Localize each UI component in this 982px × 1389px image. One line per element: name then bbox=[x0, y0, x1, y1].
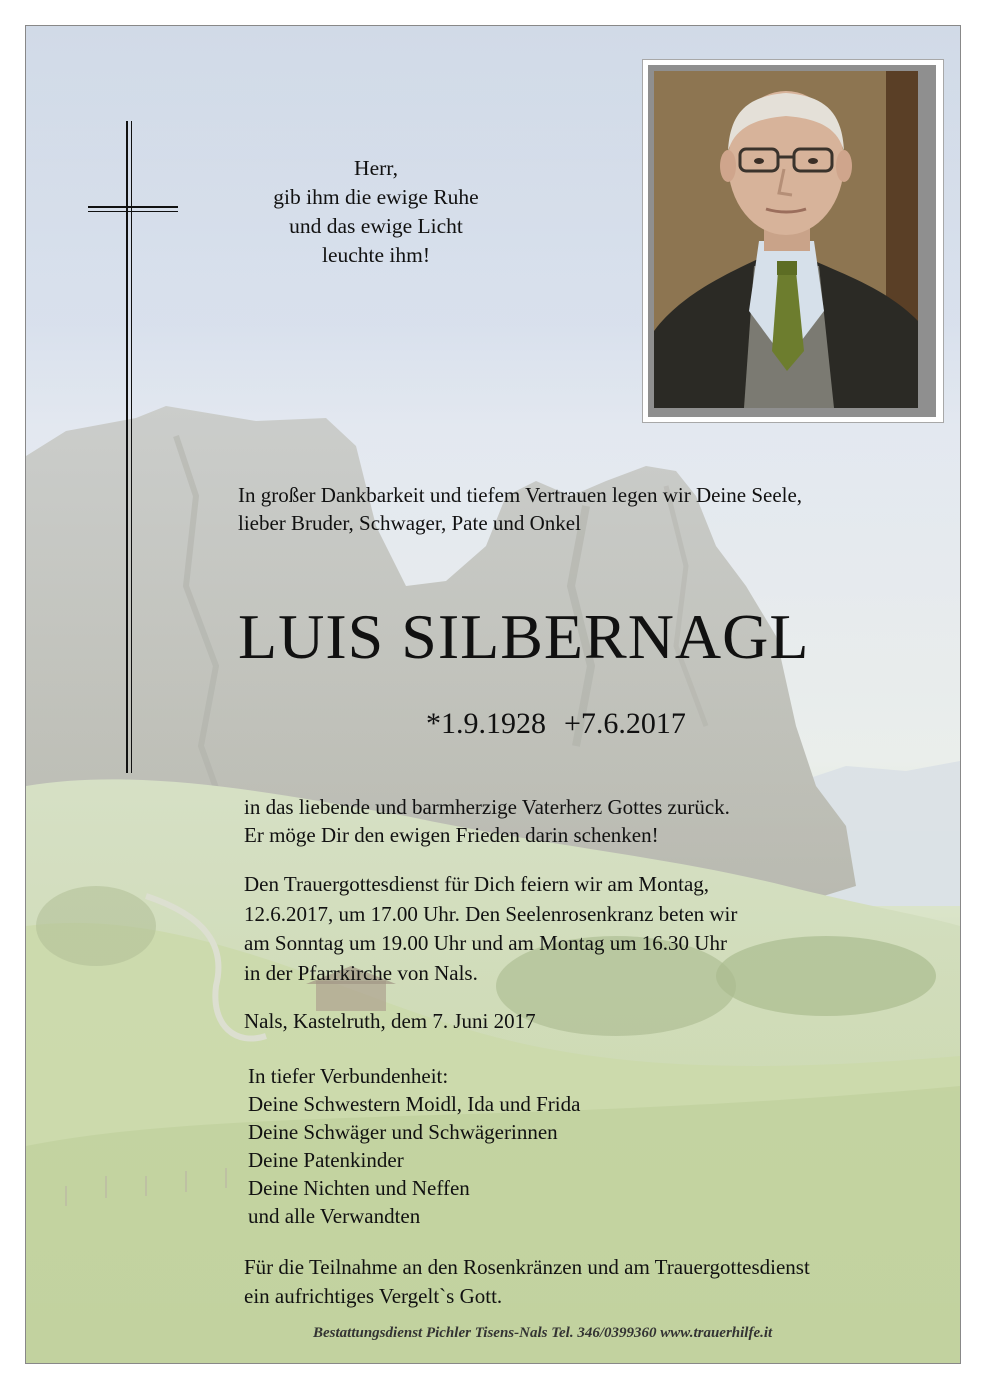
verse-line: Herr, bbox=[354, 156, 398, 180]
funeral-service-footer: Bestattungsdienst Pichler Tisens-Nals Tel. 346/0399360 www.trauerhilfe.it bbox=[313, 1325, 773, 1341]
service-line: 12.6.2017, um 17.00 Uhr. Den Seelenrosenkranz beten wir bbox=[244, 901, 738, 926]
mourner-line: Deine Patenkinder bbox=[248, 1148, 404, 1172]
verse-line: und das ewige Licht bbox=[289, 214, 463, 238]
farewell-line: in das liebende und barmherzige Vaterherz Gottes zurück. bbox=[244, 795, 730, 819]
mourner-line: und alle Verwandten bbox=[248, 1204, 421, 1228]
mourners-list bbox=[248, 1062, 580, 1230]
deceased-name: LUIS SILBERNAGL bbox=[238, 601, 810, 672]
verse-line: leuchte ihm! bbox=[321, 243, 431, 267]
birth-date: *1.9.1928 bbox=[426, 707, 546, 740]
farewell-text bbox=[244, 793, 730, 849]
death-date: +7.6.2017 bbox=[564, 707, 686, 740]
portrait-frame bbox=[642, 59, 944, 423]
prayer-verse bbox=[236, 154, 516, 270]
mourner-line: In tiefer Verbundenheit: bbox=[248, 1064, 449, 1088]
service-line: in der Pfarrkirche von Nals. bbox=[244, 960, 478, 985]
mourner-line: Deine Schwestern Moidl, Ida und Frida bbox=[248, 1092, 581, 1116]
place-date: Nals, Kastelruth, dem 7. Juni 2017 bbox=[244, 1009, 536, 1033]
mourner-line: Deine Nichten und Neffen bbox=[248, 1176, 470, 1200]
thanks-text bbox=[244, 1253, 810, 1310]
service-line: am Sonntag um 19.00 Uhr und am Montag um 16.30 Uhr bbox=[244, 931, 727, 955]
intro-text bbox=[238, 481, 802, 537]
thanks-line: Für die Teilnahme an den Rosenkränzen und am Trauergottesdienst bbox=[244, 1255, 810, 1279]
intro-line: lieber Bruder, Schwager, Pate und Onkel bbox=[238, 511, 581, 535]
portrait-photo bbox=[654, 71, 918, 408]
service-line: Den Trauergottesdienst für Dich feiern wir am Montag, bbox=[244, 872, 710, 896]
farewell-line: Er möge Dir den ewigen Frieden darin schenken! bbox=[244, 823, 659, 847]
life-dates bbox=[426, 706, 686, 742]
mourner-line: Deine Schwäger und Schwägerinnen bbox=[248, 1120, 558, 1144]
cross-icon bbox=[88, 121, 178, 773]
notice-card bbox=[25, 25, 961, 1364]
intro-line: In großer Dankbarkeit und tiefem Vertrauen legen wir Deine Seele, bbox=[238, 483, 803, 507]
verse-line: gib ihm die ewige Ruhe bbox=[273, 185, 479, 209]
thanks-line: ein aufrichtiges Vergelt`s Gott. bbox=[244, 1283, 503, 1308]
service-info bbox=[244, 870, 737, 988]
portrait-mat bbox=[648, 65, 936, 417]
